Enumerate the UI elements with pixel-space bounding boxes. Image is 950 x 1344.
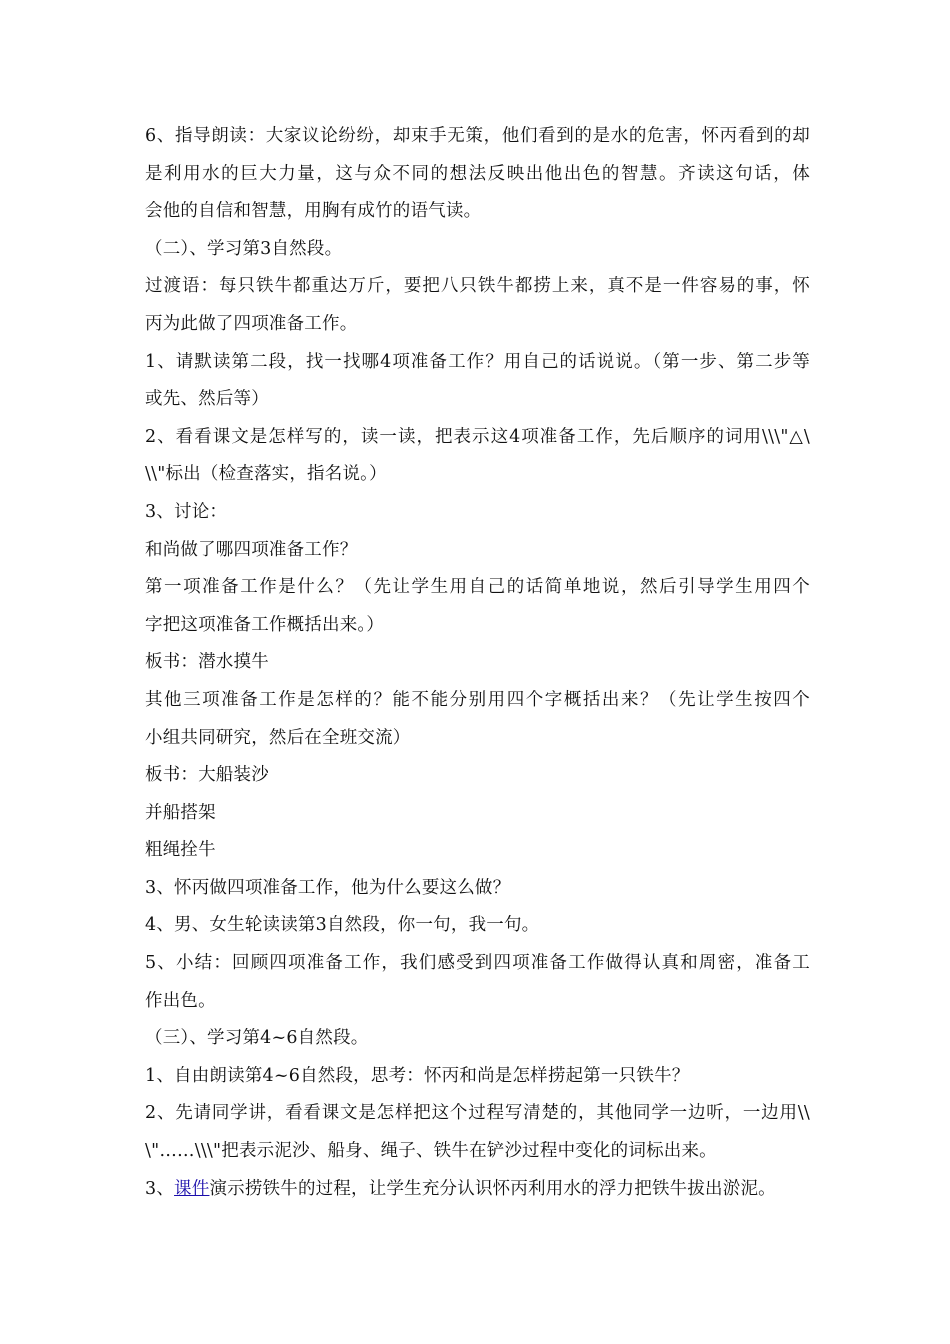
section-3-step-2-line-2: \"……\\\"把表示泥沙、船身、绳子、铁牛在铲沙过程中变化的词标出来。 <box>145 1141 717 1162</box>
step-3-why: 3、怀丙做四项准备工作，他为什么要这么做？ <box>145 877 511 898</box>
board-note-1: 板书：潜水摸牛 <box>145 652 269 673</box>
question-other-tasks-line-1: 其他三项准备工作是怎样的？能不能分别用四个字概括出来？（先让学生按四个 <box>145 689 810 710</box>
board-note-4: 粗绳拴牛 <box>145 840 216 861</box>
step-4-reading: 4、男、女生轮读读第3自然段，你一句，我一句。 <box>145 915 540 936</box>
step-5-summary-line-2: 作出色。 <box>145 990 216 1011</box>
step-1-line-1: 1、请默读第二段，找一找哪4项准备工作？用自己的话说说。（第一步、第二步等 <box>145 351 810 372</box>
paragraph-6-line-2: 是利用水的巨大力量，这与众不同的想法反映出他出色的智慧。齐读这句话，体 <box>145 163 810 184</box>
step-3-discussion: 3、讨论： <box>145 501 228 522</box>
board-note-2: 板书：大船装沙 <box>145 765 269 786</box>
question-four-tasks: 和尚做了哪四项准备工作？ <box>145 539 358 560</box>
step-5-summary-line-1: 5、小结：回顾四项准备工作，我们感受到四项准备工作做得认真和周密，准备工 <box>145 953 810 974</box>
paragraph-6-line-3: 会他的自信和智慧，用胸有成竹的语气读。 <box>145 201 482 222</box>
step-2-line-1: 2、看看课文是怎样写的，读一读，把表示这4项准备工作，先后顺序的词用\\\"△\ <box>145 426 810 447</box>
section-heading-3: （三）、学习第4~6自然段。 <box>145 1028 369 1049</box>
courseware-link[interactable]: 课件 <box>174 1178 210 1199</box>
section-3-step-1: 1、自由朗读第4~6自然段，思考：怀丙和尚是怎样捞起第一只铁牛？ <box>145 1065 690 1086</box>
board-note-3: 并船搭架 <box>145 802 216 823</box>
section-3-step-3 <box>145 1171 810 1209</box>
transition-line-2: 丙为此做了四项准备工作。 <box>145 313 358 334</box>
document-body <box>145 118 810 1208</box>
step-3-text: 演示捞铁牛的过程，让学生充分认识怀丙利用水的浮力把铁牛拔出淤泥。 <box>209 1178 776 1199</box>
transition-line-1: 过渡语：每只铁牛都重达万斤，要把八只铁牛都捞上来，真不是一件容易的事，怀 <box>145 276 810 297</box>
question-first-task-line-1: 第一项准备工作是什么？（先让学生用自己的话简单地说，然后引导学生用四个 <box>145 577 810 598</box>
step-3-prefix: 3、 <box>145 1178 175 1199</box>
section-heading-2: （二）、学习第3自然段。 <box>145 238 343 259</box>
step-1-line-2: 或先、然后等） <box>145 389 269 410</box>
question-first-task-line-2: 字把这项准备工作概括出来。） <box>145 614 385 635</box>
paragraph-6-line-1: 6、指导朗读：大家议论纷纷，却束手无策，他们看到的是水的危害，怀丙看到的却 <box>145 126 810 146</box>
step-2-line-2: \\"标出（检查落实，指名说。） <box>145 464 387 485</box>
question-other-tasks-line-2: 小组共同研究，然后在全班交流） <box>145 727 411 748</box>
section-3-step-2-line-1: 2、先请同学讲，看看课文是怎样把这个过程写清楚的，其他同学一边听，一边用\\ <box>145 1103 810 1124</box>
